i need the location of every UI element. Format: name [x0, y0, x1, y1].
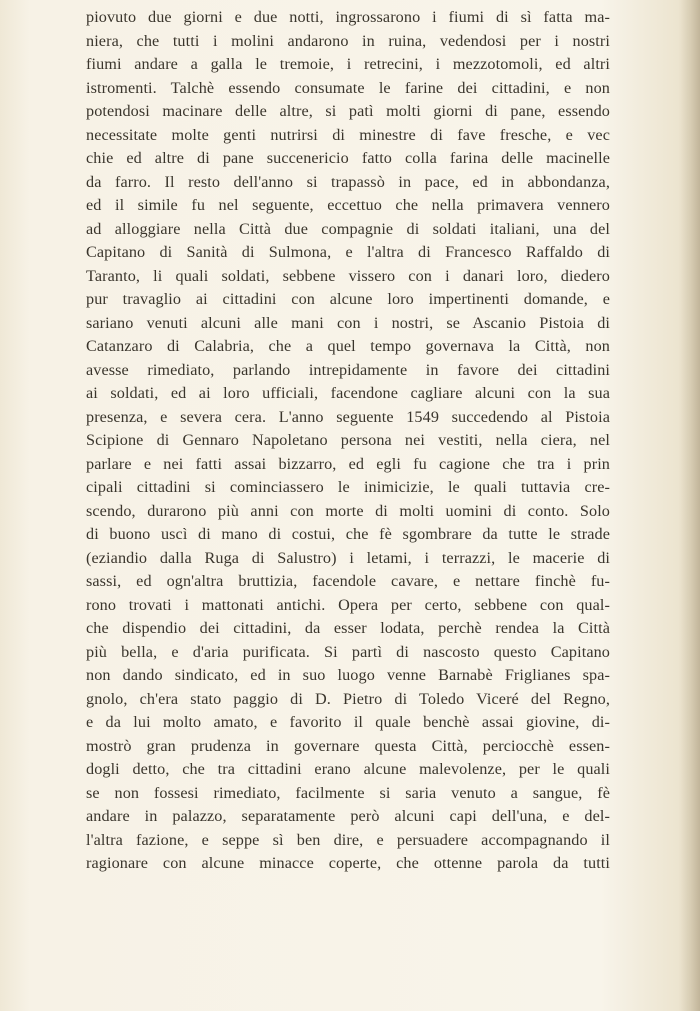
text-line: che dispendio dei cittadini, da esser lodata, perchè rendea la Città	[86, 619, 610, 637]
text-line: sariano venuti alcuni alle mani con i nostri, se Ascanio Pistoia di	[86, 313, 610, 332]
text-line: l'altra fazione, e seppe sì ben dire, e persuadere accompagnando il	[86, 830, 610, 849]
text-line: (eziandio dalla Ruga di Salustro) i letami, i terrazzi, le macerie di	[86, 548, 610, 567]
text-line: scendo, durarono più anni con morte di molti uomini di conto. Solo	[86, 501, 610, 520]
text-line: chie ed altre di pane succenericio fatto colla farina delle macinelle	[86, 149, 610, 167]
text-line: cipali cittadini si cominciassero le inimicizie, le quali tuttavia cre-	[86, 478, 610, 496]
text-line: presenza, e severa cera. L'anno seguente 1549 succedendo al Pistoia	[86, 407, 610, 426]
text-line: ed il simile fu nel seguente, eccettuo che nella primavera vennero	[86, 196, 610, 214]
text-line: sassi, ed ogn'altra bruttizia, facendole cavare, e nettare finchè fu-	[86, 572, 610, 590]
text-line: andare in palazzo, separatamente però alcuni capi dell'una, e del-	[86, 807, 610, 825]
text-line: gnolo, ch'era stato paggio di D. Pietro di Toledo Viceré del Regno,	[86, 689, 610, 708]
text-line: ragionare con alcune minacce coperte, che ottenne parola da tutti	[86, 854, 610, 872]
text-line: pur travaglio ai cittadini con alcune loro impertinenti domande, e	[86, 290, 610, 308]
text-line: necessitate molte genti nutrirsi di minestre di fave fresche, e vec	[86, 125, 610, 144]
text-line: parlare e nei fatti assai bizzarro, ed egli fu cagione che tra i prin	[86, 454, 610, 473]
body-text	[86, 6, 610, 876]
text-line: dogli detto, che tra cittadini erano alcune malevolenze, per le quali	[86, 760, 610, 778]
text-line: se non fossesi rimediato, facilmente si saria venuto a sangue, fè	[86, 783, 610, 802]
text-line: rono trovati i mattonati antichi. Opera per certo, sebbene con qual-	[86, 595, 610, 614]
text-line: potendosi macinare delle altre, si patì molti giorni di pane, essendo	[86, 102, 610, 120]
text-line: piovuto due giorni e due notti, ingrossarono i fiumi di sì fatta ma-	[86, 8, 610, 26]
text-line: Catanzaro di Calabria, che a quel tempo governava la Città, non	[86, 337, 610, 355]
text-line: più bella, e d'aria purificata. Si partì di nascosto questo Capitano	[86, 642, 610, 661]
text-line: Taranto, li quali soldati, sebbene vissero con i danari loro, diedero	[86, 266, 610, 285]
text-line: e da lui molto amato, e favorito il quale benchè assai giovine, di-	[86, 713, 610, 731]
text-line: mostrò gran prudenza in governare questa Città, perciocchè essen-	[86, 736, 610, 755]
text-line: Scipione di Gennaro Napoletano persona nei vestiti, nella ciera, nel	[86, 431, 610, 449]
text-line: avesse rimediato, parlando intrepidamente in favore dei cittadini	[86, 360, 610, 379]
text-line: di buono uscì di mano di costui, che fè sgombrare da tutte le strade	[86, 525, 610, 543]
text-line: fiumi andare a galla le tremoie, i retrecini, i mezzotomoli, ed altri	[86, 55, 610, 73]
text-line: Capitano di Sanità di Sulmona, e l'altra di Francesco Raffaldo di	[86, 243, 610, 261]
text-line: ai soldati, ed ai loro ufficiali, facendone cagliare alcuni con la sua	[86, 384, 610, 402]
text-line: ad alloggiare nella Città due compagnie di soldati italiani, una del	[86, 219, 610, 238]
text-line: istromenti. Talchè essendo consumate le farine dei cittadini, e non	[86, 78, 610, 97]
page-edge-shadow	[678, 0, 700, 1011]
text-line: niera, che tutti i molini andarono in ruina, vedendosi per i nostri	[86, 31, 610, 50]
text-line: non dando sindicato, ed in suo luogo venne Barnabè Friglianes spa-	[86, 666, 610, 684]
text-line: da farro. Il resto dell'anno si trapassò in pace, ed in abbondanza,	[86, 172, 610, 191]
